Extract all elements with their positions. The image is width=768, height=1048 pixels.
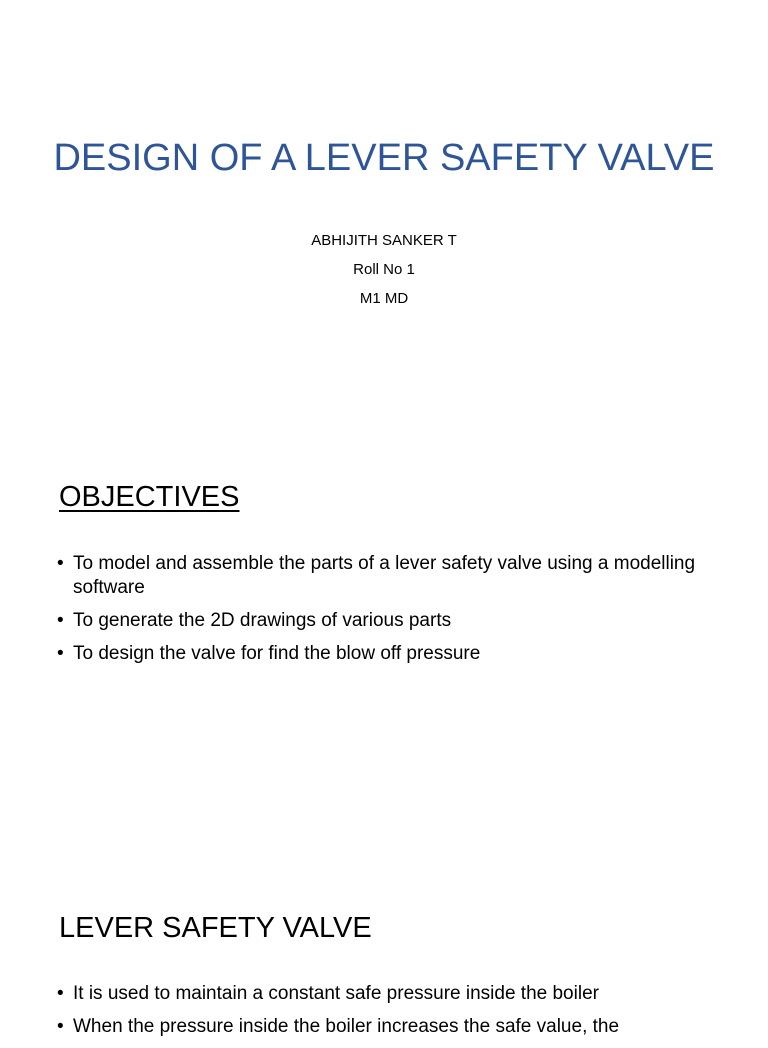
author-name: ABHIJITH SANKER T	[311, 232, 457, 249]
objectives-heading: OBJECTIVES	[59, 481, 240, 513]
title-slide	[0, 0, 768, 432]
bullet-icon: •	[57, 610, 64, 631]
list-item	[57, 982, 697, 1006]
list-item	[57, 1015, 697, 1039]
bullet-text: To design the valve for find the blow off pressure	[73, 643, 481, 664]
objectives-list	[57, 552, 697, 675]
class-name: M1 MD	[359, 290, 409, 307]
bullet-icon: •	[57, 643, 64, 664]
list-item	[57, 609, 697, 633]
bullet-icon: •	[57, 983, 64, 1004]
bullet-text: To generate the 2D drawings of various parts	[73, 610, 452, 631]
objectives-slide	[0, 432, 768, 864]
bullet-icon: •	[57, 1016, 64, 1037]
lever-safety-valve-list	[57, 982, 697, 1048]
presentation-title: DESIGN OF A LEVER SAFETY VALVE	[53, 137, 715, 179]
bullet-text: When the pressure inside the boiler increases the safe value, the	[73, 1016, 620, 1037]
subtitle-block	[0, 226, 768, 313]
bullet-icon: •	[57, 553, 64, 574]
lever-safety-valve-heading: LEVER SAFETY VALVE	[59, 912, 372, 944]
roll-number: Roll No 1	[353, 261, 415, 278]
lever-safety-valve-slide	[0, 864, 768, 1037]
bullet-text: It is used to maintain a constant safe pressure inside the boiler	[73, 983, 599, 1004]
list-item	[57, 552, 697, 600]
list-item	[57, 642, 697, 666]
bullet-text: To model and assemble the parts of a lever safety valve using a modelling software	[73, 553, 696, 598]
